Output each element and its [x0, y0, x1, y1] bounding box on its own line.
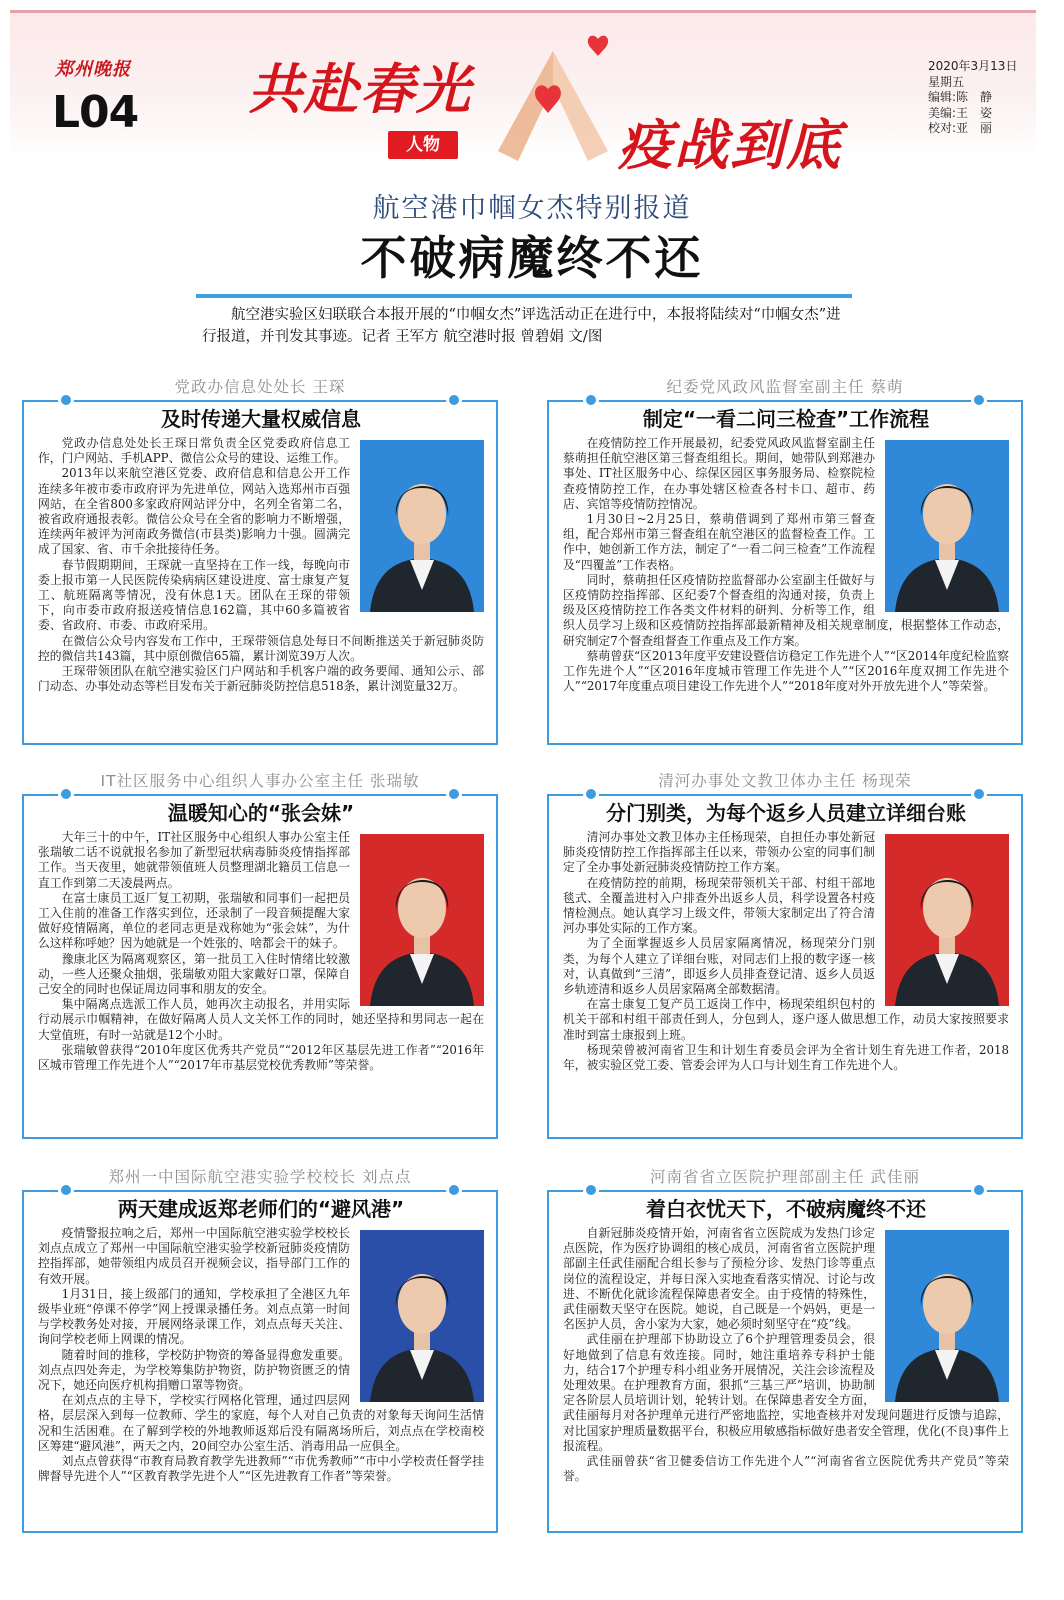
issue-weekday: 星期五: [928, 74, 965, 89]
theme-slogan-right: 疫战到底: [618, 113, 842, 177]
portrait-icon: [360, 440, 484, 612]
profile-title: 分门别类，为每个返乡人员建立详细台账: [606, 801, 966, 825]
profile-paragraph: 在微信公众号内容发布工作中，王琛带领信息处每日不间断推送关于新冠肺炎防控的微信共143篇，其中原创微信65篇，累计浏览39万人次。: [38, 633, 484, 663]
headline-title: 不破病魔终不还: [360, 231, 704, 285]
edition-info: [928, 59, 1017, 137]
portrait-photo: [885, 834, 1009, 1006]
portrait-icon: [885, 440, 1009, 612]
profile-paragraph: 在刘点点的主导下，学校实行网格化管理，通过四层网格，层层深入到每一位教师、学生的家庭，每个人对自己负责的对象每天询问生活情况和生活困难。在了解到学校的外地教师返郑后没有隔离场所后，刘点点在学校南校区筹建“避风港”，两天之内，20间空办公室生活、消毒用品一应俱全。: [38, 1393, 484, 1453]
profile-card: [22, 376, 498, 745]
profile-role: IT社区服务中心组织人事办公室主任 张瑞敏: [100, 772, 420, 790]
profile-body: [563, 436, 1009, 694]
masthead: [10, 10, 1036, 177]
profile-body: [563, 1226, 1009, 1484]
profile-paragraph: 蔡萌曾获“区2013年度平安建设暨信访稳定工作先进个人”“区2014年度纪检监察工作先进个人”“区2016年度城市管理工作先进个人”“区2016年度双拥工作先进个人”“2017年度重点项目建设工作先进个人”“2018年度对外开放先进个人”等荣誉。: [563, 648, 1009, 694]
frame-dot-icon: [971, 786, 987, 802]
profile-paragraph: 在疫情防控的前期，杨现荣带领机关干部、村组干部地毯式、全覆盖进村入户排查外出返乡人员，科学设置各村疫情检测点。她认真学习上级文件，带领大家制定出了符合清河办事处实际的工作方案。: [563, 875, 875, 936]
profile-frame: [22, 1190, 498, 1533]
profile-paragraph: 2013年以来航空港区党委、政府信息和信息公开工作连续多年被市委市政府评为先进单位，网站入选郑州市百强网站，在全省800多家政府网站评分中，名列全省第二名，被省政府通报表彰。微信公众号在全省的影响力不断增强，连续两年被评为河南政务微信(市县类)影响力十强。圆满完成了国家、省、市千余批接待任务。: [38, 466, 350, 557]
profile-paragraph: 王琛带领团队在航空港实验区门户网站和手机客户端的政务要闻、通知公示、部门动态、办事处动态等栏目发布关于新冠肺炎防控信息518条，累计浏览量32万。: [38, 664, 484, 694]
portrait-photo: [360, 440, 484, 612]
portrait-photo: [885, 440, 1009, 612]
profile-body: [38, 830, 484, 1073]
page-number: L04: [52, 87, 139, 138]
profile-title: 温暖知心的“张会妹”: [167, 801, 355, 825]
profile-paragraph: 随着时间的推移，学校防护物资的筹备显得愈发重要。刘点点四处奔走，为学校筹集防护物资，防护物资匮乏的情况下，她还向医疗机构捐赠口罩等物资。: [38, 1347, 350, 1393]
profile-title: 两天建成返郑老师们的“避风港”: [117, 1197, 405, 1221]
profile-paragraph: 为了全面掌握返乡人员居家隔离情况，杨现荣分门别类，为每个人建立了详细台账，对同志们上报的数字逐一核对，认真做到“三清”，即返乡人员排查登记清、返乡人员返乡轨迹清和返乡人员居家隔离全部数据清。: [563, 936, 875, 997]
portrait-icon: [885, 1230, 1009, 1402]
section-tag: 人物: [388, 131, 458, 159]
portrait-icon: [885, 834, 1009, 1006]
profile-paragraph: 清河办事处文教卫体办主任杨现荣，自担任办事处新冠肺炎疫情防控工作指挥部主任以来，带领办公室的同事们制定了全办事处新冠肺炎疫情防控工作方案。: [563, 830, 875, 875]
frame-dot-icon: [971, 392, 987, 408]
profile-body: [38, 436, 484, 694]
profile-title: 制定“一看二问三检查”工作流程: [642, 407, 930, 431]
profile-paragraph: 张瑞敏曾获得“2010年度区优秀共产党员”“2012年区基层先进工作者”“2016年区城市管理工作先进个人”“2017年市基层党校优秀教师”等荣誉。: [38, 1042, 484, 1073]
profile-card: [547, 376, 1023, 745]
theme-slogan-left: 共赴春光: [248, 57, 472, 121]
profile-paragraph: 1月31日，接上级部门的通知，学校承担了全港区九年级毕业班“停课不停学”网上授课录播任务。刘点点第一时间与学校教务处对接，开展网络录课工作，刘点点每天关注、询问学校老师上网课的情况。: [38, 1286, 350, 1347]
profile-card: [547, 770, 1023, 1139]
profile-paragraph: 在疫情防控工作开展最初，纪委党风政风监督室副主任蔡萌担任航空港区第三督查组组长。期间，她带队到郑港办事处、IT社区服务中心、综保区园区事务服务局、检察院检查疫情防控工作，在办事处辖区检查各村卡口、超市、药店、宾馆等疫情防控情况。: [563, 436, 875, 511]
frame-dot-icon: [58, 392, 74, 408]
profile-paragraph: 在富士康复工复产员工返岗工作中，杨现荣组织包村的机关干部和村组干部责任到人，分包到人，逐户逐人做思想工作，动员大家按照要求准时到富士康报到上班。: [563, 997, 1009, 1042]
profile-paragraph: 1月30日~2月25日，蔡萌借调到了郑州市第三督查组，配合郑州市第三督查组在航空港区的监督检查工作。工作中，她创新工作方法，制定了“一看二问三检查”工作流程及“四覆盖”工作表格。: [563, 512, 875, 572]
profile-frame: [22, 794, 498, 1139]
heart-hands-icon: [478, 31, 628, 171]
frame-dot-icon: [583, 1182, 599, 1198]
profile-frame: [547, 794, 1023, 1139]
profile-body: [38, 1226, 484, 1484]
profile-paragraph: 自新冠肺炎疫情开始，河南省省立医院成为发热门诊定点医院，作为医疗协调组的核心成员，河南省省立医院护理部副主任武佳丽配合组长参与了预检分诊、发热门诊等重点岗位的流程设定，并每日深入实地查看落实情况、讨论与改进、不断优化就诊流程保障患者安全。由于疫情的特殊性，武佳丽数天坚守在医院。她说，自己既是一个妈妈，更是一名医护人员，舍小家为大家，她必须时刻坚守在“疫”线。: [563, 1226, 875, 1332]
frame-dot-icon: [58, 1182, 74, 1198]
profile-role: 纪委党风政风监督室副主任 蔡萌: [666, 378, 904, 396]
profile-paragraph: 党政办信息处处长王琛日常负责全区党委政府信息工作，门户网站、手机APP、微信公众号的建设、运维工作。: [38, 436, 350, 466]
profile-paragraph: 武佳丽在护理部下协助设立了6个护理管理委员会，很好地做到了信息有效连接。同时，她注重培养专科护士能力，结合17个护理专科小组业务开展情况，关注会诊流程及处理效果。在护理教育方面，狠抓“三基三严”培训，协助制定各阶层人员培训计划，轮转计划。在保障患者安全方面，武佳丽每月对各护理单元进行严密地监控，实地查核并对发现问题进行反馈与追踪，对比国家护理质量数据平台，积极应用敏感指标做好患者安全管理，优化(不良)事件上报流程。: [563, 1332, 1009, 1453]
proofreader-credit: 校对:亚 丽: [928, 121, 993, 135]
frame-dot-icon: [971, 1182, 987, 1198]
profile-paragraph: 刘点点曾获得“市教育局教育教学先进教师”“市优秀教师”“市中小学校责任督学挂牌督导先进个人”“区教育教学先进个人”“区先进教育工作者”等荣誉。: [38, 1454, 484, 1484]
frame-dot-icon: [446, 392, 462, 408]
profile-title: 及时传递大量权威信息: [161, 407, 361, 431]
frame-dot-icon: [58, 786, 74, 802]
editor-credit: 编辑:陈 静: [928, 90, 993, 104]
profile-body: [563, 830, 1009, 1073]
headline-kicker: 航空港巾帼女杰特别报道: [372, 193, 692, 224]
profile-paragraph: 武佳丽曾获“省卫健委信访工作先进个人”“河南省省立医院优秀共产党员”等荣誉。: [563, 1454, 1009, 1484]
paper-name: 郑州晚报: [55, 59, 131, 80]
designer-credit: 美编:王 姿: [928, 105, 993, 120]
frame-dot-icon: [583, 786, 599, 802]
profile-paragraph: 春节假期期间，王琛就一直坚持在工作一线，每晚向市委上报市第一人民医院传染病病区建设进度、富士康复产复工、航班隔离等情况，没有休息1天。团队在王琛的带领下，向市委市政府报送疫情信息162篇，其中60多篇被省委、省政府、市委、市政府采用。: [38, 557, 350, 633]
profile-card: [22, 1166, 498, 1533]
profile-frame: [547, 1190, 1023, 1533]
profile-paragraph: 大年三十的中午，IT社区服务中心组织人事办公室主任张瑞敏二话不说就报名参加了新型冠状病毒肺炎疫情指挥部工作。当天夜里，她就带领值班人员整理湖北籍员工信息一直工作到第二天凌晨两点。: [38, 830, 350, 890]
portrait-icon: [360, 834, 484, 1006]
portrait-photo: [360, 1230, 484, 1402]
profile-paragraph: 在富士康员工返厂复工初期，张瑞敏和同事们一起把员工入住前的准备工作落实到位，还录制了一段音频提醒大家做好疫情隔离，单位的老同志更是戏称她为“张会妹”，为什么这样称呼她？因为她就是一个姓张的、啥都会干的妹子。: [38, 890, 350, 951]
frame-dot-icon: [446, 1182, 462, 1198]
profile-title: 着白衣忧天下，不破病魔终不还: [646, 1197, 926, 1221]
profile-paragraph: 疫情警报拉响之后，郑州一中国际航空港实验学校校长刘点点成立了郑州一中国际航空港实验学校新冠肺炎疫情防控指挥部，她带领组内成员召开视频会议，指导部门工作的有效开展。: [38, 1226, 350, 1286]
profile-frame: [547, 400, 1023, 745]
profile-role: 郑州一中国际航空港实验学校校长 刘点点: [108, 1168, 412, 1186]
profile-paragraph: 同时，蔡萌担任区疫情防控监督部办公室副主任做好与区疫情防控指挥部、区纪委7个督查组的沟通对接，负责上级及区疫情防控工作各类文件材料的研判、分析等工作，组织人员学习上级和区疫情防控指挥部最新精神及相关规章制度，根据整体工作动态，研究制定7个督查组督查工作重点及工作方案。: [563, 572, 1009, 648]
portrait-icon: [360, 1230, 484, 1402]
profile-role: 河南省省立医院护理部副主任 武佳丽: [650, 1168, 920, 1186]
headline-intro: 航空港实验区妇联联合本报开展的“巾帼女杰”评选活动正在进行中，本报将陆续对“巾帼女杰”进行报道，并刊发其事迹。记者 王军方 航空港时报 曾碧娟 文/图: [196, 294, 852, 348]
profile-card: [547, 1166, 1023, 1533]
frame-dot-icon: [583, 392, 599, 408]
profile-paragraph: 集中隔离点选派工作人员，她再次主动报名，并用实际行动展示巾帼精神，在做好隔离人员人文关怀工作的同时，她还坚持和男同志一起在大堂值班，有时一站就是12个小时。: [38, 997, 484, 1042]
profile-role: 清河办事处文教卫体办主任 杨现荣: [658, 772, 912, 790]
portrait-photo: [885, 1230, 1009, 1402]
profile-paragraph: 豫康北区为隔离观察区，第一批员工入住时情绪比较激动，一些人还聚众抽烟，张瑞敏劝阻大家戴好口罩，保障自己安全的同时也保证周边同事和朋友的安全。: [38, 951, 350, 997]
frame-dot-icon: [446, 786, 462, 802]
portrait-photo: [360, 834, 484, 1006]
profile-paragraph: 杨现荣曾被河南省卫生和计划生育委员会评为全省计划生育先进工作者，2018年，被实验区党工委、管委会评为人口与计划生育工作先进个人。: [563, 1042, 1009, 1073]
issue-date: 2020年3月13日: [928, 59, 1018, 73]
profile-card: [22, 770, 498, 1139]
profile-frame: [22, 400, 498, 745]
profile-role: 党政办信息处处长 王琛: [174, 378, 346, 396]
